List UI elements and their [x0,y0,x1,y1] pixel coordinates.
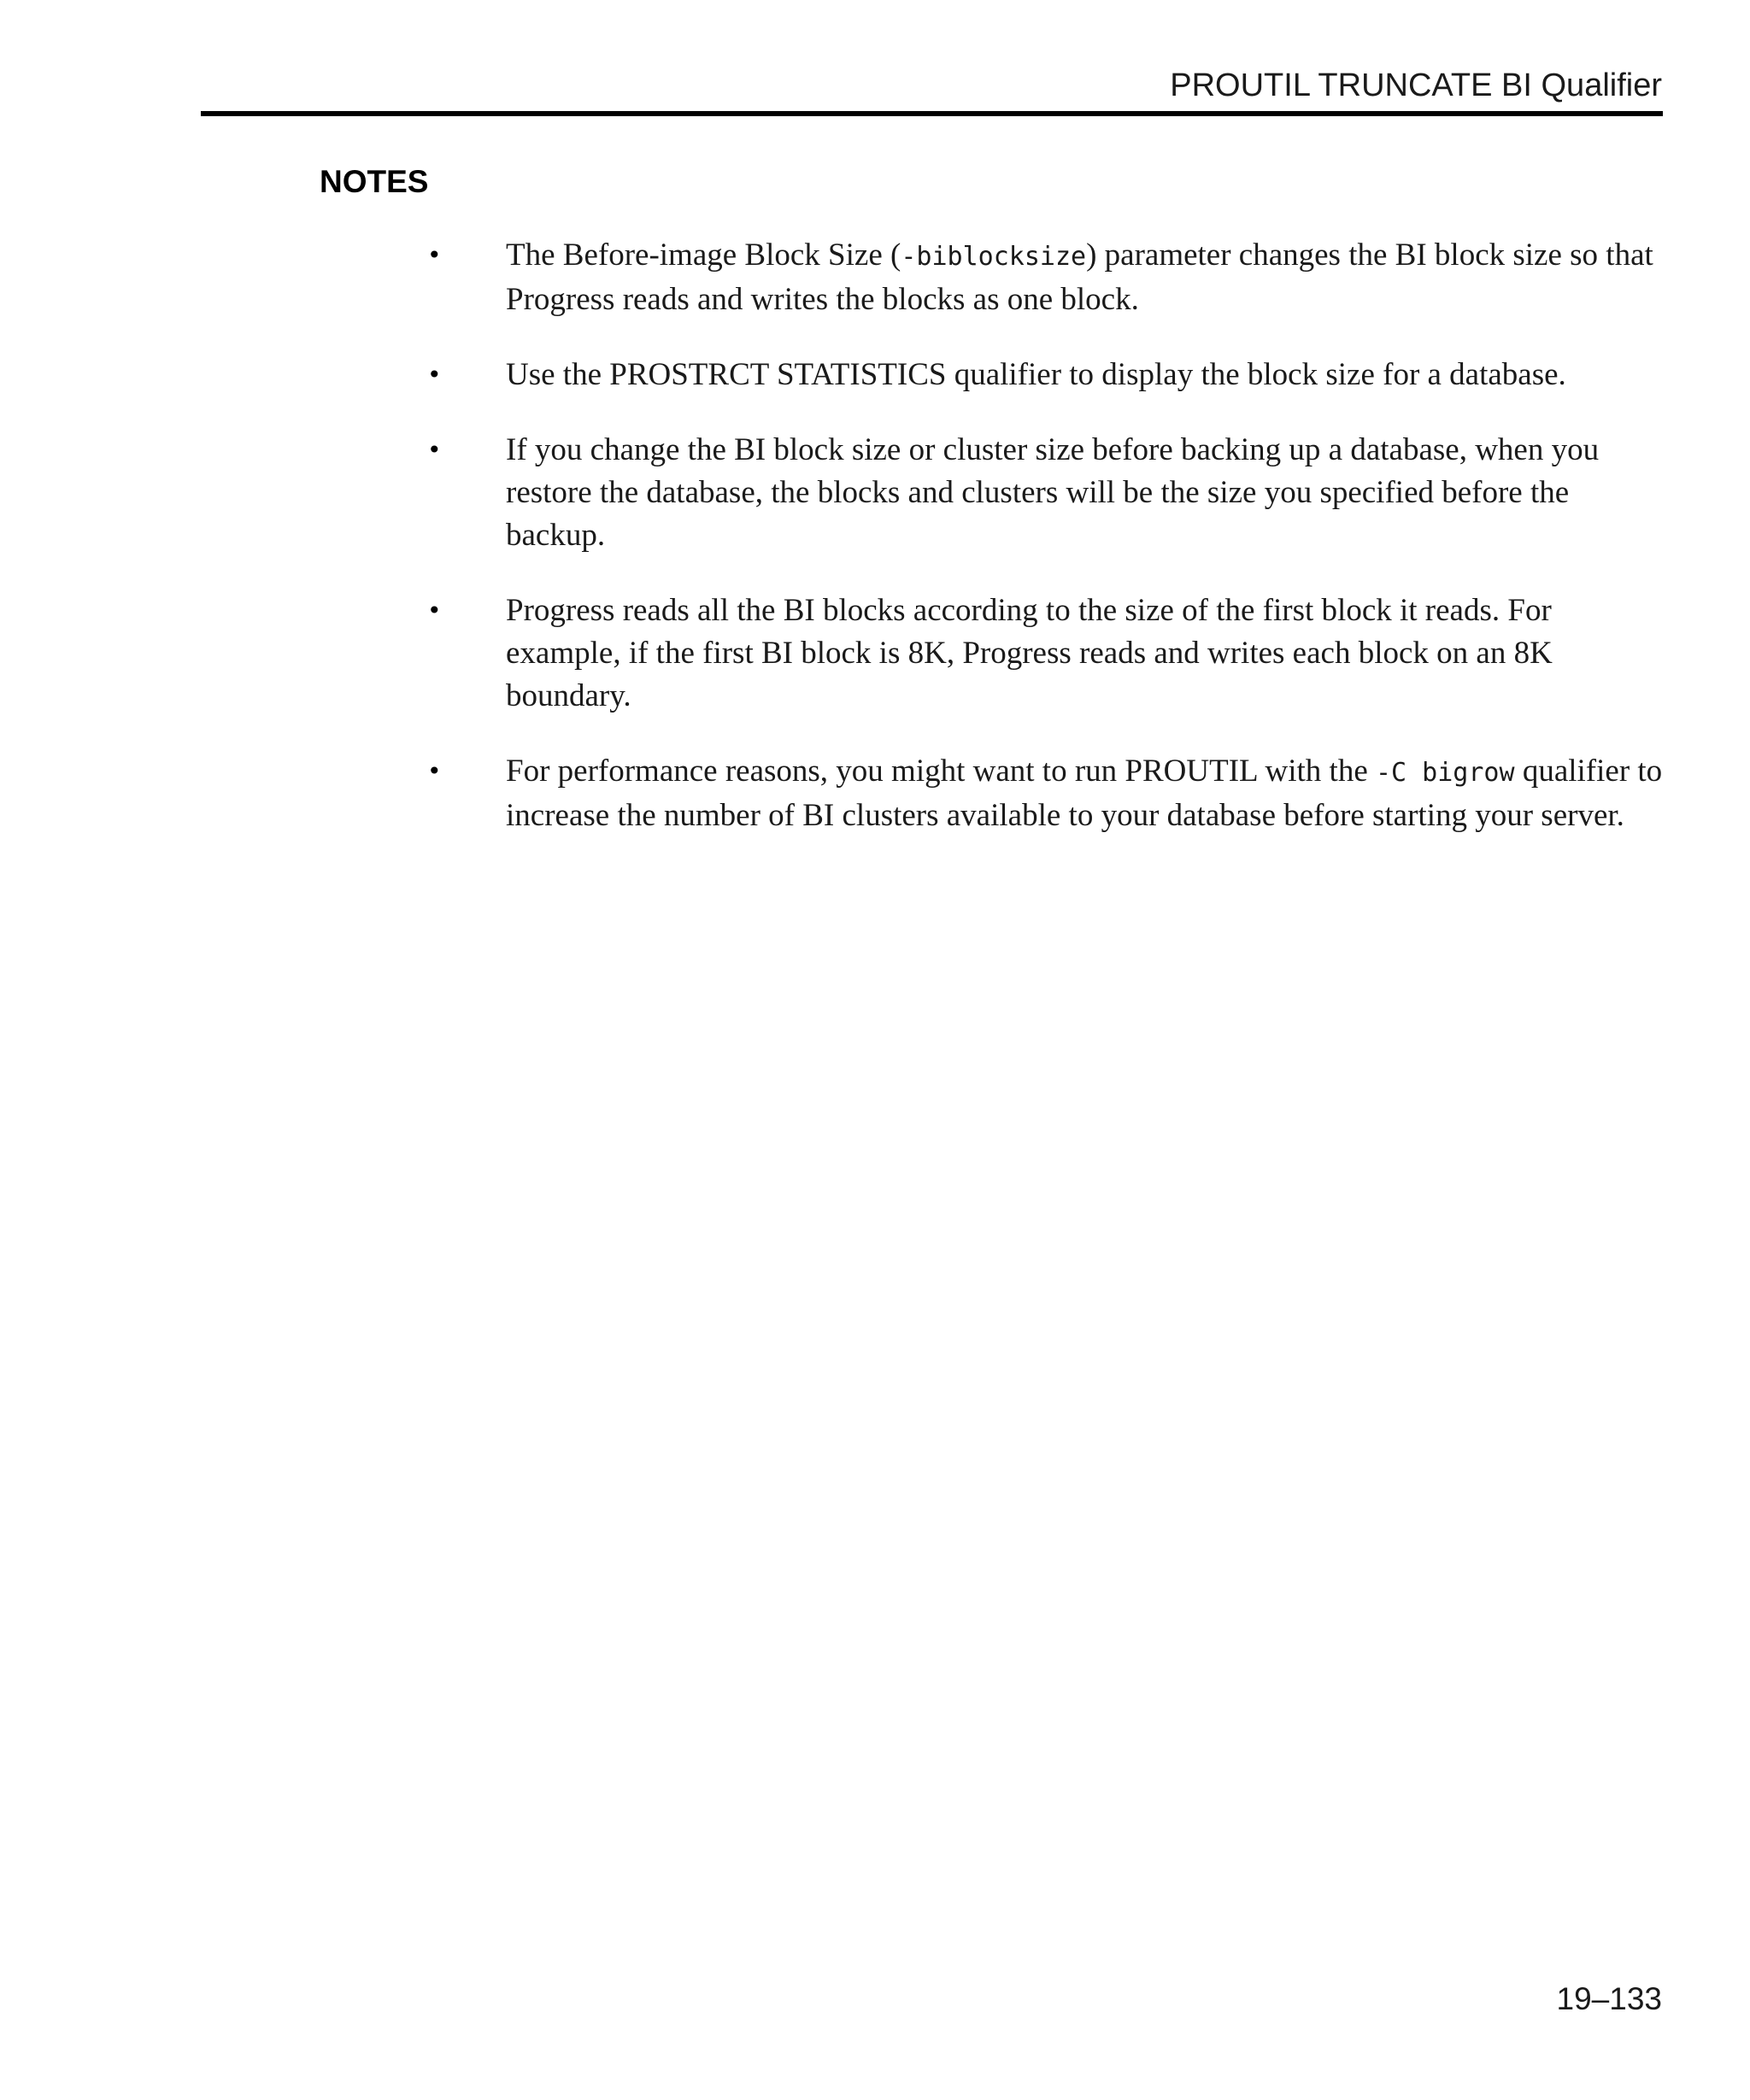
note-text [506,234,1666,321]
page-number: 19–133 [1556,1981,1662,2016]
bullet-icon: • [427,361,442,389]
bullet-icon: • [427,596,442,625]
note-text-part: qualifier to increase the number of BI clusters available to your database before starting your server. [506,754,1663,833]
note-text-part: For performance reasons, you might want to run PROUTIL with the [506,754,1376,789]
note-text [506,750,1666,837]
note-item [427,234,1666,321]
note-text: Use the PROSTRCT STATISTICS qualifier to display the block size for a database. [506,357,1566,392]
note-text-part: ) parameter changes the BI block size so that Progress reads and writes the blocks as one block. [506,238,1653,317]
note-item [427,354,1666,396]
note-item [427,750,1666,837]
note-item [427,590,1666,718]
section-heading: NOTES [320,164,429,199]
running-header: PROUTIL TRUNCATE BI Qualifier [1170,67,1662,103]
note-item [427,429,1666,557]
note-text-part: The Before-image Block Size ( [506,238,901,273]
note-text: Progress reads all the BI blocks according to the size of the first block it reads. For example, if the first BI block is 8K, Progress reads and writes each block on an 8K boundary. [506,593,1553,713]
notes-list [427,234,1666,870]
bullet-icon: • [427,241,442,269]
bullet-icon: • [427,757,442,785]
code-span: -C bigrow [1376,758,1515,788]
note-text: If you change the BI block size or cluster size before backing up a database, when you restore the database, the blocks and clusters will be the size you specified before the backup. [506,432,1600,553]
bullet-icon: • [427,436,442,464]
header-rule [201,111,1663,116]
code-span: -biblocksize [901,242,1087,272]
